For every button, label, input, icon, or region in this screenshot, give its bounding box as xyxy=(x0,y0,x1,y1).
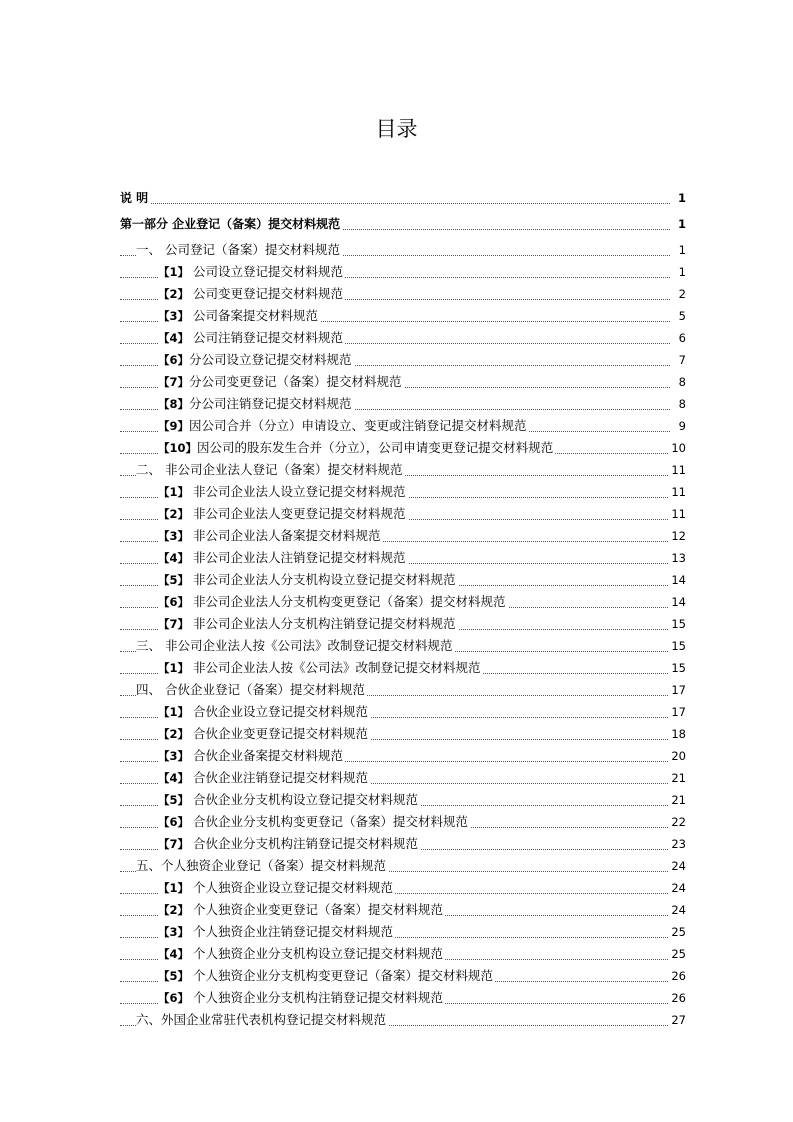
toc-entry-label xyxy=(136,459,404,481)
toc-entry[interactable] xyxy=(120,547,686,569)
toc-entry-label xyxy=(136,679,367,701)
toc-page-number: 5 xyxy=(676,305,686,327)
toc-page-number: 11 xyxy=(668,459,686,481)
toc-entry[interactable] xyxy=(120,569,686,591)
toc-entry-number: 【6】 xyxy=(158,353,190,367)
toc-entry-text: 合伙企业设立登记提交材料规范 xyxy=(189,704,368,719)
toc-entry[interactable] xyxy=(120,305,686,327)
toc-page-number: 6 xyxy=(676,327,686,349)
toc-entry[interactable] xyxy=(120,987,686,1009)
toc-entry-text: 非公司企业法人分支机构设立登记提交材料规范 xyxy=(189,572,456,587)
toc-entry-text: 公司变更登记提交材料规范 xyxy=(189,286,343,301)
toc-entry-label xyxy=(158,921,395,943)
toc-entry-label xyxy=(158,327,345,349)
toc-entry[interactable] xyxy=(120,767,686,789)
toc-entry[interactable] xyxy=(120,877,686,899)
toc-page-number: 21 xyxy=(668,767,686,789)
toc-entry-label xyxy=(158,481,408,503)
toc-entry[interactable] xyxy=(120,525,686,547)
toc-entry-text: 合伙企业变更登记提交材料规范 xyxy=(189,726,368,741)
toc-entry[interactable] xyxy=(120,855,686,877)
toc-entry-text: 六、外国企业常驻代表机构登记提交材料规范 xyxy=(136,1012,387,1027)
toc-entry-text: 公司备案提交材料规范 xyxy=(189,308,318,323)
toc-entry-text: 个人独资企业变更登记（备案）提交材料规范 xyxy=(189,902,443,917)
toc-entry[interactable] xyxy=(120,187,686,209)
toc-entry[interactable] xyxy=(120,415,686,437)
toc-entry-label xyxy=(158,371,404,393)
toc-entry-number: 【4】 xyxy=(158,771,190,785)
toc-entry-label xyxy=(158,701,370,723)
toc-entry-text: 合伙企业注销登记提交材料规范 xyxy=(189,770,368,785)
toc-entry-text: 非公司企业法人注销登记提交材料规范 xyxy=(189,550,406,565)
toc-page-number: 14 xyxy=(668,569,686,591)
toc-entry[interactable] xyxy=(120,349,686,371)
toc-entry-text: 分公司变更登记（备案）提交材料规范 xyxy=(189,374,402,389)
page-title: 目录 xyxy=(375,117,418,141)
toc-entry-label xyxy=(158,899,445,921)
toc-page-number: 24 xyxy=(668,855,686,877)
toc-page-number: 13 xyxy=(668,547,686,569)
toc-entry-label xyxy=(136,1009,388,1031)
toc-entry-text: 分公司注销登记提交材料规范 xyxy=(189,396,352,411)
toc-entry-text: 个人独资企业分支机构设立登记提交材料规范 xyxy=(189,946,443,961)
toc-entry[interactable] xyxy=(120,283,686,305)
toc-page-number: 14 xyxy=(668,591,686,613)
toc-entry-text: 非公司企业法人设立登记提交材料规范 xyxy=(189,484,406,499)
toc-entry-number: 【2】 xyxy=(158,727,190,741)
toc-page-number: 10 xyxy=(668,437,686,459)
toc-entry[interactable] xyxy=(120,745,686,767)
toc-page-number: 1 xyxy=(676,261,686,283)
toc-page-number: 25 xyxy=(668,921,686,943)
toc-entry[interactable] xyxy=(120,965,686,987)
toc-entry[interactable] xyxy=(120,833,686,855)
toc-page-number: 15 xyxy=(668,613,686,635)
toc-entry-label xyxy=(158,833,420,855)
toc-entry-number: 【2】 xyxy=(158,507,190,521)
toc-page-number: 1 xyxy=(675,187,686,209)
toc-leader-dots xyxy=(120,203,670,204)
toc-entry[interactable] xyxy=(120,393,686,415)
toc-entry-number: 【7】 xyxy=(158,617,190,631)
toc-entry-text: 说 明 xyxy=(120,191,149,205)
toc-entry-text: 合伙企业备案提交材料规范 xyxy=(189,748,343,763)
toc-entry[interactable] xyxy=(120,371,686,393)
toc-entry[interactable] xyxy=(120,723,686,745)
toc-entry[interactable] xyxy=(120,261,686,283)
toc-page-number: 27 xyxy=(668,1009,686,1031)
toc-entry-number: 【1】 xyxy=(158,485,190,499)
toc-entry-number: 【9】 xyxy=(158,419,190,433)
toc-page-number: 8 xyxy=(676,371,686,393)
toc-entry[interactable] xyxy=(120,459,686,481)
toc-entry-label xyxy=(136,239,342,261)
toc-entry[interactable] xyxy=(120,789,686,811)
toc-entry[interactable] xyxy=(120,213,686,235)
toc-entry-label xyxy=(158,943,445,965)
toc-entry[interactable] xyxy=(120,943,686,965)
toc-entry-number: 【5】 xyxy=(158,793,190,807)
toc-entry-label xyxy=(158,349,354,371)
toc-entry-text: 因公司的股东发生合并（分立），公司申请变更登记提交材料规范 xyxy=(197,440,554,455)
toc-page-number: 1 xyxy=(675,213,686,235)
toc-entry-text: 一、 公司登记（备案）提交材料规范 xyxy=(136,242,340,257)
toc-entry-text: 因公司合并（分立）申请设立、变更或注销登记提交材料规范 xyxy=(189,418,527,433)
toc-page-number: 20 xyxy=(668,745,686,767)
toc-entry-text: 合伙企业分支机构变更登记（备案）提交材料规范 xyxy=(189,814,468,829)
toc-entry[interactable] xyxy=(120,635,686,657)
toc-page-number: 2 xyxy=(676,283,686,305)
toc-entry-text: 个人独资企业注销登记提交材料规范 xyxy=(189,924,393,939)
toc-entry-number: 【3】 xyxy=(158,309,190,323)
toc-entry-label xyxy=(158,525,383,547)
toc-page-number: 11 xyxy=(668,481,686,503)
toc-entry-text: 三、 非公司企业法人按《公司法》改制登记提交材料规范 xyxy=(136,638,453,653)
toc-entry-text: 非公司企业法人按《公司法》改制登记提交材料规范 xyxy=(189,660,481,675)
toc-entry-text: 公司设立登记提交材料规范 xyxy=(189,264,343,279)
toc-entry-label xyxy=(158,437,555,459)
toc-entry[interactable] xyxy=(120,1009,686,1031)
toc-page-number: 18 xyxy=(668,723,686,745)
toc-entry-number: 【10】 xyxy=(158,441,198,455)
toc-entry[interactable] xyxy=(120,239,686,261)
toc-entry-number: 【4】 xyxy=(158,331,190,345)
toc-entry-label xyxy=(158,811,470,833)
toc-entry-label xyxy=(158,723,370,745)
toc-page-number: 12 xyxy=(668,525,686,547)
toc-entry-number: 【1】 xyxy=(158,661,190,675)
toc-entry-label xyxy=(158,415,529,437)
toc-page-number: 17 xyxy=(668,701,686,723)
toc-entry-text: 合伙企业分支机构设立登记提交材料规范 xyxy=(189,792,418,807)
toc-page-number: 15 xyxy=(668,657,686,679)
toc-page-number: 24 xyxy=(668,877,686,899)
toc-entry[interactable] xyxy=(120,327,686,349)
toc-entry[interactable] xyxy=(120,481,686,503)
toc-page-number: 8 xyxy=(676,393,686,415)
toc-entry-text: 非公司企业法人分支机构注销登记提交材料规范 xyxy=(189,616,456,631)
toc-entry-text: 五、个人独资企业登记（备案）提交材料规范 xyxy=(136,858,387,873)
toc-entry-text: 合伙企业分支机构注销登记提交材料规范 xyxy=(189,836,418,851)
toc-entry-number: 【8】 xyxy=(158,397,190,411)
toc-entry-label xyxy=(120,213,342,235)
toc-entry-text: 二、 非公司企业法人登记（备案）提交材料规范 xyxy=(136,462,403,477)
toc-entry-number: 【3】 xyxy=(158,749,190,763)
toc-entry-number: 【2】 xyxy=(158,903,190,917)
toc-entry-number: 【4】 xyxy=(158,551,190,565)
toc-entry[interactable] xyxy=(120,613,686,635)
toc-page-number: 7 xyxy=(676,349,686,371)
toc-entry-number: 【7】 xyxy=(158,375,190,389)
toc-entry-label xyxy=(158,503,408,525)
toc-entry-number: 【3】 xyxy=(158,529,190,543)
toc-entry-number: 【6】 xyxy=(158,815,190,829)
toc-page-number: 26 xyxy=(668,987,686,1009)
toc-page-number: 22 xyxy=(668,811,686,833)
toc-entry-label xyxy=(136,855,388,877)
toc-entry-text: 个人独资企业设立登记提交材料规范 xyxy=(189,880,393,895)
toc-entry-text: 非公司企业法人备案提交材料规范 xyxy=(189,528,381,543)
toc-page-number: 24 xyxy=(668,899,686,921)
toc-entry-label xyxy=(136,635,454,657)
toc-entry[interactable] xyxy=(120,811,686,833)
toc-entry[interactable] xyxy=(120,503,686,525)
toc-entry-text: 非公司企业法人变更登记提交材料规范 xyxy=(189,506,406,521)
toc-entry-text: 公司注销登记提交材料规范 xyxy=(189,330,343,345)
toc-page-number: 21 xyxy=(668,789,686,811)
toc-entry-label xyxy=(158,789,420,811)
toc-entry-label xyxy=(120,187,150,209)
toc-entry-label xyxy=(158,987,445,1009)
toc-entry-number: 【5】 xyxy=(158,969,190,983)
toc-entry-text: 四、 合伙企业登记（备案）提交材料规范 xyxy=(136,682,365,697)
toc-entry-text: 个人独资企业分支机构变更登记（备案）提交材料规范 xyxy=(189,968,493,983)
toc-entry-text: 个人独资企业分支机构注销登记提交材料规范 xyxy=(189,990,443,1005)
toc-entry[interactable] xyxy=(120,701,686,723)
toc-entry-label xyxy=(158,547,408,569)
toc-entry-label xyxy=(158,283,345,305)
toc-page-number: 26 xyxy=(668,965,686,987)
toc-entry[interactable] xyxy=(120,657,686,679)
toc-entry-label xyxy=(158,657,483,679)
toc-entry-label xyxy=(158,877,395,899)
toc-entry[interactable] xyxy=(120,591,686,613)
toc-entry-number: 【7】 xyxy=(158,837,190,851)
toc-entry-number: 【3】 xyxy=(158,925,190,939)
toc-entry-label xyxy=(158,613,458,635)
toc-page-number: 23 xyxy=(668,833,686,855)
table-of-contents xyxy=(120,187,686,1031)
toc-entry-label xyxy=(158,767,370,789)
toc-entry[interactable] xyxy=(120,679,686,701)
toc-entry-number: 【5】 xyxy=(158,573,190,587)
toc-page-number: 25 xyxy=(668,943,686,965)
toc-entry[interactable] xyxy=(120,899,686,921)
toc-entry-label xyxy=(158,745,345,767)
toc-entry-label xyxy=(158,305,320,327)
toc-entry-label xyxy=(158,393,354,415)
toc-entry[interactable] xyxy=(120,437,686,459)
toc-entry-number: 【1】 xyxy=(158,265,190,279)
toc-entry[interactable] xyxy=(120,921,686,943)
toc-entry-text: 分公司设立登记提交材料规范 xyxy=(189,352,352,367)
toc-entry-label xyxy=(158,965,495,987)
toc-entry-label xyxy=(158,569,458,591)
toc-entry-text: 非公司企业法人分支机构变更登记（备案）提交材料规范 xyxy=(189,594,506,609)
toc-entry-number: 【6】 xyxy=(158,595,190,609)
toc-page-number: 1 xyxy=(676,239,686,261)
toc-entry-text: 第一部分 企业登记（备案）提交材料规范 xyxy=(120,217,341,231)
toc-entry-number: 【2】 xyxy=(158,287,190,301)
toc-page-number: 11 xyxy=(668,503,686,525)
toc-entry-label xyxy=(158,591,508,613)
toc-entry-number: 【1】 xyxy=(158,881,190,895)
toc-entry-number: 【6】 xyxy=(158,991,190,1005)
toc-entry-number: 【1】 xyxy=(158,705,190,719)
toc-page-number: 17 xyxy=(668,679,686,701)
toc-page-number: 15 xyxy=(668,635,686,657)
toc-entry-number: 【4】 xyxy=(158,947,190,961)
toc-page-number: 9 xyxy=(676,415,686,437)
toc-entry-label xyxy=(158,261,345,283)
